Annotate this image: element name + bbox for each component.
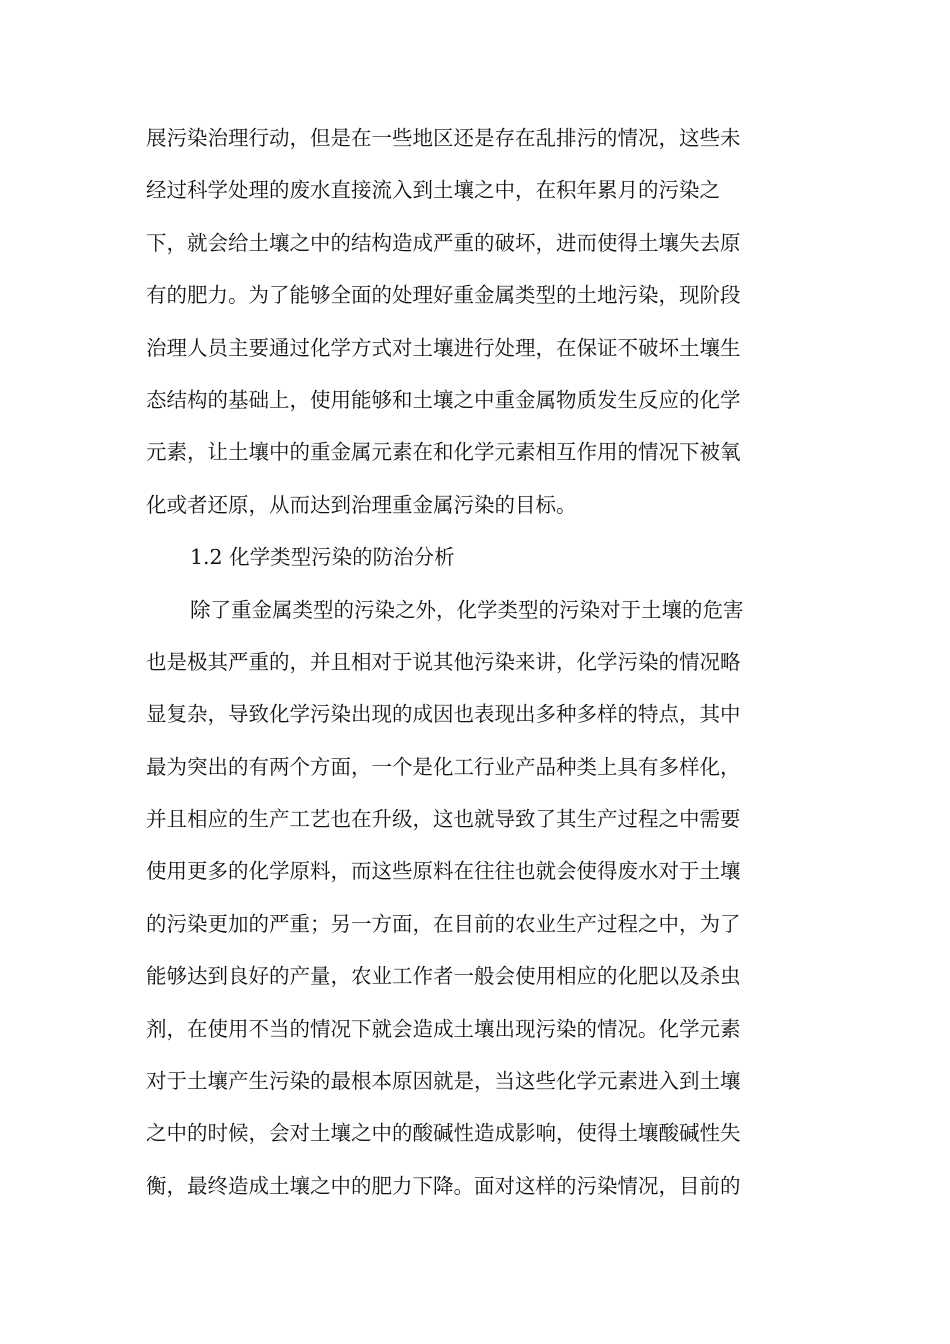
text-line: 下，就会给土壤之中的结构造成严重的破坏，进而使得土壤失去原 [146,230,741,255]
text-line: 能够达到良好的产量，农业工作者一般会使用相应的化肥以及杀虫 [146,964,741,989]
text-line: 有的肥力。为了能够全面的处理好重金属类型的土地污染，现阶段 [146,283,741,308]
text-line: 态结构的基础上，使用能够和土壤之中重金属物质发生反应的化学 [146,387,741,412]
text-line: 对于土壤产生污染的最根本原因就是，当这些化学元素进入到土壤 [146,1069,741,1094]
text-line: 经过科学处理的废水直接流入到土壤之中，在积年累月的污染之 [146,178,720,203]
text-line: 也是极其严重的，并且相对于说其他污染来讲，化学污染的情况略 [146,649,741,674]
text-line: 的污染更加的严重；另一方面，在目前的农业生产过程之中，为了 [146,911,741,936]
text-line: 衡，最终造成土壤之中的肥力下降。面对这样的污染情况，目前的 [146,1173,741,1198]
text-line: 剂，在使用不当的情况下就会造成土壤出现污染的情况。化学元素 [146,1016,741,1041]
text-line: 最为突出的有两个方面，一个是化工行业产品种类上具有多样化， [146,754,741,779]
text-line: 展污染治理行动，但是在一些地区还是存在乱排污的情况，这些未 [146,126,741,150]
text-line: 使用更多的化学原料，而这些原料在往往也就会使得废水对于土壤 [146,859,741,884]
text-line: 并且相应的生产工艺也在升级，这也就导致了其生产过程之中需要 [146,807,741,832]
section-heading: 1.2 化学类型污染的防治分析 [190,545,455,570]
text-line: 显复杂，导致化学污染出现的成因也表现出多种多样的特点，其中 [146,702,741,727]
body-text [146,112,806,1212]
text-line: 之中的时候，会对土壤之中的酸碱性造成影响，使得土壤酸碱性失 [146,1121,741,1146]
text-line: 元素，让土壤中的重金属元素在和化学元素相互作用的情况下被氧 [146,440,741,465]
text-line: 化或者还原，从而达到治理重金属污染的目标。 [146,492,577,517]
text-line: 治理人员主要通过化学方式对土壤进行处理，在保证不破坏土壤生 [146,335,741,360]
text-line: 除了重金属类型的污染之外，化学类型的污染对于土壤的危害 [190,597,744,622]
